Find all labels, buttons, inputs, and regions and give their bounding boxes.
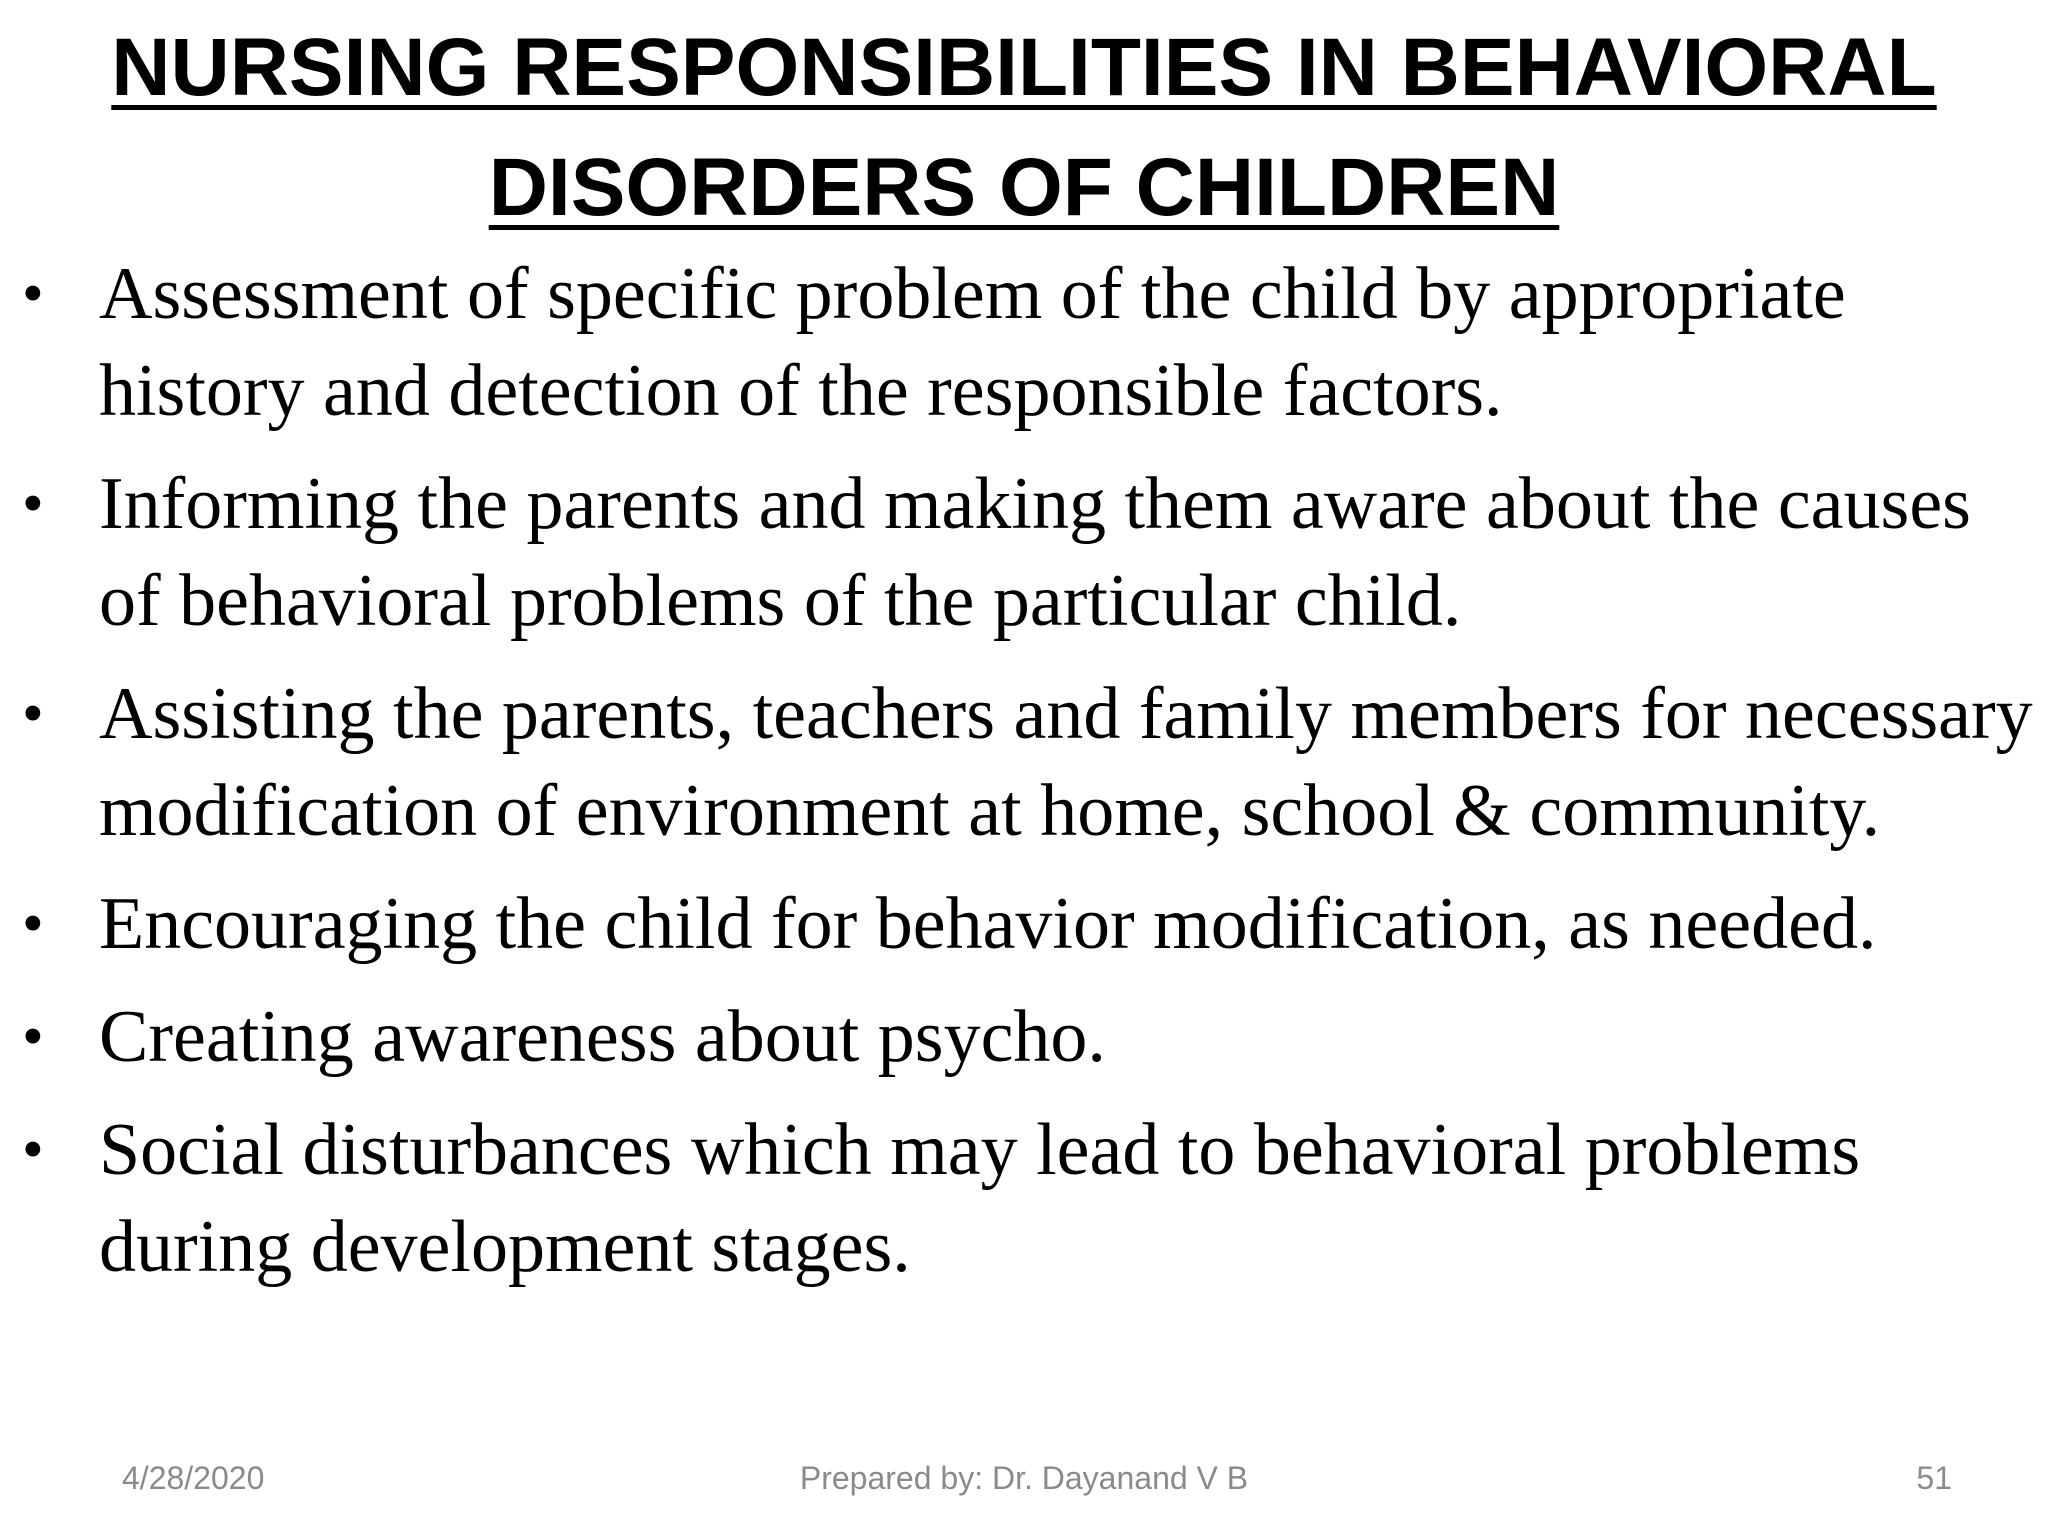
bullet-item-informing-parents [0, 456, 2048, 650]
bullet-item-encouraging [0, 876, 2048, 973]
bullet-text: Encouraging the child for behavior modification, as needed. [99, 883, 1877, 965]
title-line-1 [0, 8, 2048, 128]
bullet-dot-icon: • [22, 680, 44, 748]
footer-page-number: 51 [1916, 1460, 1952, 1496]
bullet-item-social-disturbances [0, 1102, 2048, 1296]
bullet-text: Assisting the parents, teachers and family members for necessary modification of environment at home, school & community. [99, 673, 2033, 852]
bullet-text: Informing the parents and making them aware about the causes of behavioral problems of the particular child. [99, 463, 1971, 642]
bullet-text: Social disturbances which may lead to behavioral problems during development stages. [99, 1109, 1861, 1288]
bullet-item-assessment [0, 246, 2048, 440]
bullet-text: Creating awareness about psycho. [99, 996, 1106, 1078]
title-line-2-text: DISORDERS OF CHILDREN [488, 142, 1560, 233]
footer-author: Prepared by: Dr. Dayanand V B [799, 1460, 1249, 1496]
bullet-dot-icon: • [22, 1116, 44, 1184]
slide-title [0, 8, 2048, 248]
title-line-1-text: NURSING RESPONSIBILITIES IN BEHAVIORAL [111, 22, 1937, 113]
bullet-item-awareness [0, 989, 2048, 1086]
bullet-list [0, 246, 2048, 1312]
title-line-2 [0, 128, 2048, 248]
footer-date: 4/28/2020 [122, 1460, 265, 1496]
bullet-item-assisting [0, 666, 2048, 860]
bullet-dot-icon: • [22, 470, 44, 538]
bullet-dot-icon: • [22, 1003, 44, 1071]
bullet-text: Assessment of specific problem of the child by appropriate history and detection of the responsible factors. [99, 253, 1846, 432]
bullet-dot-icon: • [22, 260, 44, 328]
bullet-dot-icon: • [22, 890, 44, 958]
